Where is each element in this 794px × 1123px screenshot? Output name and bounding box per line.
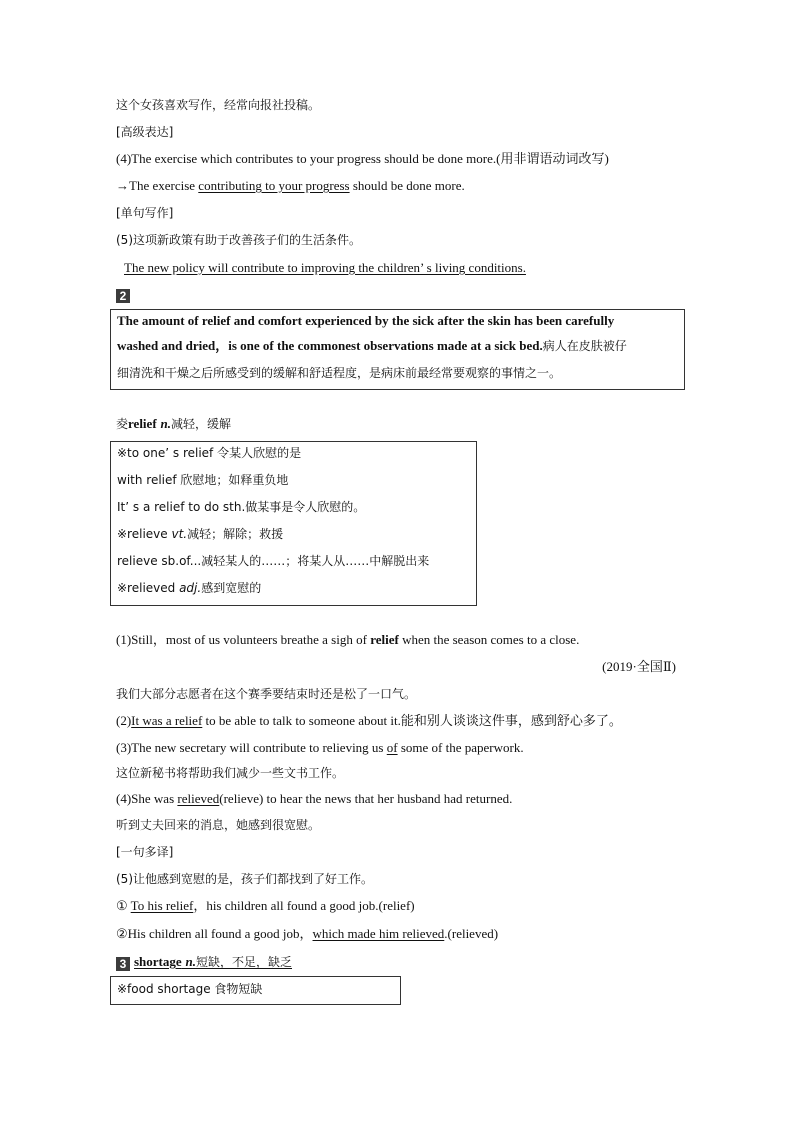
chinese-sentence: 这个女孩喜欢写作，经常向报社投稿。 [116,98,321,112]
note-item: ※food shortage 食物短缺 [117,982,263,996]
answer-blank: which made him relieved [312,926,445,941]
exercise-4-answer: →The exercise contributing to your progress should be done more. [116,178,465,193]
section-label-writing: [单句写作] [116,206,174,220]
number-badge: 2 [116,289,130,303]
note-item: It’ s a relief to do sth.做某事是令人欣慰的。 [117,500,366,514]
key-sentence-line-1: The amount of relief and comfort experienced by the sick after the skin has been carefully [117,313,615,328]
note-item: ※relieve vt.减轻；解除；救援 [117,527,284,541]
example-1-translation: 我们大部分志愿者在这个赛季要结束时还是松了一口气。 [116,687,417,701]
key-sentence-box [110,309,685,390]
example-4-translation: 听到丈夫回来的消息，她感到很宽慰。 [116,818,321,832]
answer-blank: contributing to your progress [198,178,350,193]
translation-1: ① To his relief，his children all found a good job.(relief) [116,898,415,913]
relief-notes-box [110,441,477,606]
word-heading-shortage: 3 shortage n.短缺，不足，缺乏 [116,954,292,971]
note-item: relieve sb.of...减轻某人的……；将某人从……中解脱出来 [117,554,430,568]
answer-blank: relieved [177,791,220,806]
key-sentence-line-2: washed and dried，is one of the commonest observations made at a sick bed.病人在皮肤被仔 [117,338,627,353]
example-3-translation: 这位新秘书将帮助我们减少一些文书工作。 [116,766,345,780]
section-number-2 [116,286,134,303]
example-3: (3)The new secretary will contribute to relieving us of some of the paperwork. [116,740,524,755]
example-1: (1)Still，most of us volunteers breathe a sigh of relief when the season comes to a close. [116,632,580,647]
example-5: (5)让他感到宽慰的是，孩子们都找到了好工作。 [116,872,373,886]
answer-blank: To his relief [130,898,194,913]
example-2: (2)It was a relief to be able to talk to someone about it.能和别人谈谈这件事，感到舒心多了。 [116,713,622,728]
answer-blank: of [386,740,398,755]
key-sentence-line-3: 细清洗和干燥之后所感受到的缓解和舒适程度，是病床前最经常要观察的事情之一。 [117,366,562,380]
exercise-5-answer: The new policy will contribute to improving the children’ s living conditions. [124,260,526,275]
section-label-multi: [一句多译] [116,845,174,859]
exercise-5: (5)这项新政策有助于改善孩子们的生活条件。 [116,233,361,247]
example-4: (4)She was relieved(relieve) to hear the news that her husband had returned. [116,791,513,806]
example-1-source: (2019·全国Ⅱ) [602,659,676,674]
word-heading-relief: 夌relief n.减轻，缓解 [116,416,231,431]
note-item: ※relieved adj.感到宽慰的 [117,581,262,595]
exercise-4: (4)The exercise which contributes to your progress should be done more.(用非谓语动词改写) [116,151,609,166]
shortage-notes-box [110,976,401,1005]
note-item: with relief 欣慰地；如释重负地 [117,473,289,487]
section-label-advanced: [高级表达] [116,125,174,139]
note-item: ※to one’ s relief 令某人欣慰的是 [117,446,302,460]
translation-2: ②His children all found a good job，which made him relieved.(relieved) [116,926,499,941]
number-badge: 3 [116,957,130,971]
answer-blank: It was a relief [131,713,203,728]
